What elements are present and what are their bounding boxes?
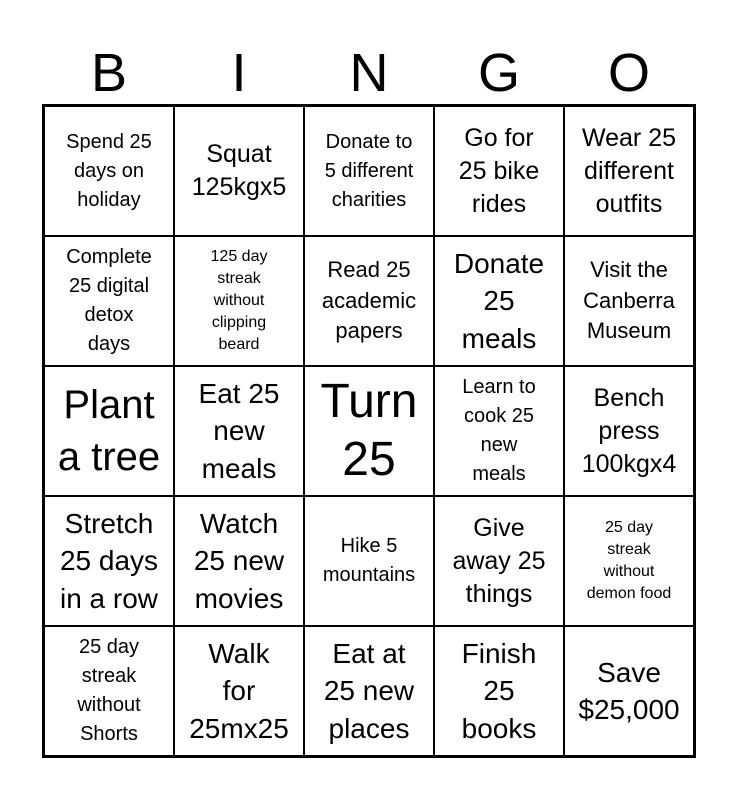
bingo-cell-n1[interactable] — [304, 106, 434, 236]
header-letter-g: G — [477, 43, 520, 103]
cell-text: Squat 125kgx5 — [191, 140, 287, 201]
cell-text: Stretch 25 days in a row — [59, 508, 159, 614]
bingo-cell-b1[interactable] — [44, 106, 174, 236]
cell-text: Watch 25 new movies — [193, 508, 285, 614]
header-letter-i: I — [231, 43, 247, 103]
cell-text: Turn 25 — [320, 375, 418, 486]
bingo-cell-n4[interactable] — [304, 496, 434, 626]
bingo-cell-o4[interactable] — [564, 496, 694, 626]
bingo-cell-i1[interactable] — [174, 106, 304, 236]
cell-text: 25 day streak without demon food — [586, 518, 672, 603]
cell-text: Save $25,000 — [578, 656, 680, 725]
bingo-cell-b5[interactable] — [44, 626, 174, 756]
cell-text: Finish 25 books — [461, 638, 537, 744]
header-letter-n: N — [349, 43, 389, 103]
bingo-cell-g5[interactable] — [434, 626, 564, 756]
bingo-cell-o1[interactable] — [564, 106, 694, 236]
cell-text: Read 25 academic papers — [321, 257, 417, 344]
bingo-cell-o2[interactable] — [564, 236, 694, 366]
cell-text: Complete 25 digital detox days — [66, 246, 152, 355]
header-letter-b: B — [90, 43, 128, 103]
bingo-cell-i3[interactable] — [174, 366, 304, 496]
cell-text: Eat at 25 new places — [323, 638, 415, 744]
bingo-cell-i4[interactable] — [174, 496, 304, 626]
bingo-cell-n2[interactable] — [304, 236, 434, 366]
bingo-header — [44, 40, 694, 106]
cell-text: Spend 25 days on holiday — [66, 130, 152, 211]
cell-text: Hike 5 mountains — [322, 535, 416, 586]
cell-text: Donate 25 meals — [453, 248, 545, 354]
bingo-cell-g1[interactable] — [434, 106, 564, 236]
bingo-board — [42, 104, 696, 758]
bingo-cell-o3[interactable] — [564, 366, 694, 496]
bingo-cell-n3-free[interactable] — [304, 366, 434, 496]
cell-text: Walk for 25mx25 — [189, 638, 289, 744]
cell-text: Learn to cook 25 new meals — [462, 376, 536, 485]
bingo-cell-g4[interactable] — [434, 496, 564, 626]
cell-text: 25 day streak without Shorts — [77, 636, 141, 745]
bingo-cell-b3[interactable] — [44, 366, 174, 496]
bingo-cell-b2[interactable] — [44, 236, 174, 366]
cell-text: Wear 25 different outfits — [581, 123, 677, 218]
cell-text: Go for 25 bike rides — [458, 123, 540, 218]
cell-text: 125 day streak without clipping beard — [210, 247, 268, 354]
cell-text: Give away 25 things — [452, 513, 546, 608]
bingo-cell-i2[interactable] — [174, 236, 304, 366]
bingo-cell-g2[interactable] — [434, 236, 564, 366]
bingo-cell-n5[interactable] — [304, 626, 434, 756]
cell-text: Bench press 100kgx4 — [581, 383, 677, 478]
cell-text: Plant a tree — [57, 383, 161, 479]
cell-text: Visit the Canberra Museum — [583, 257, 675, 344]
cell-text: Donate to 5 different charities — [324, 130, 414, 211]
cell-text: Eat 25 new meals — [198, 378, 280, 484]
bingo-cell-g3[interactable] — [434, 366, 564, 496]
bingo-cell-b4[interactable] — [44, 496, 174, 626]
header-letter-o: O — [607, 43, 650, 103]
bingo-cell-o5[interactable] — [564, 626, 694, 756]
bingo-cell-i5[interactable] — [174, 626, 304, 756]
